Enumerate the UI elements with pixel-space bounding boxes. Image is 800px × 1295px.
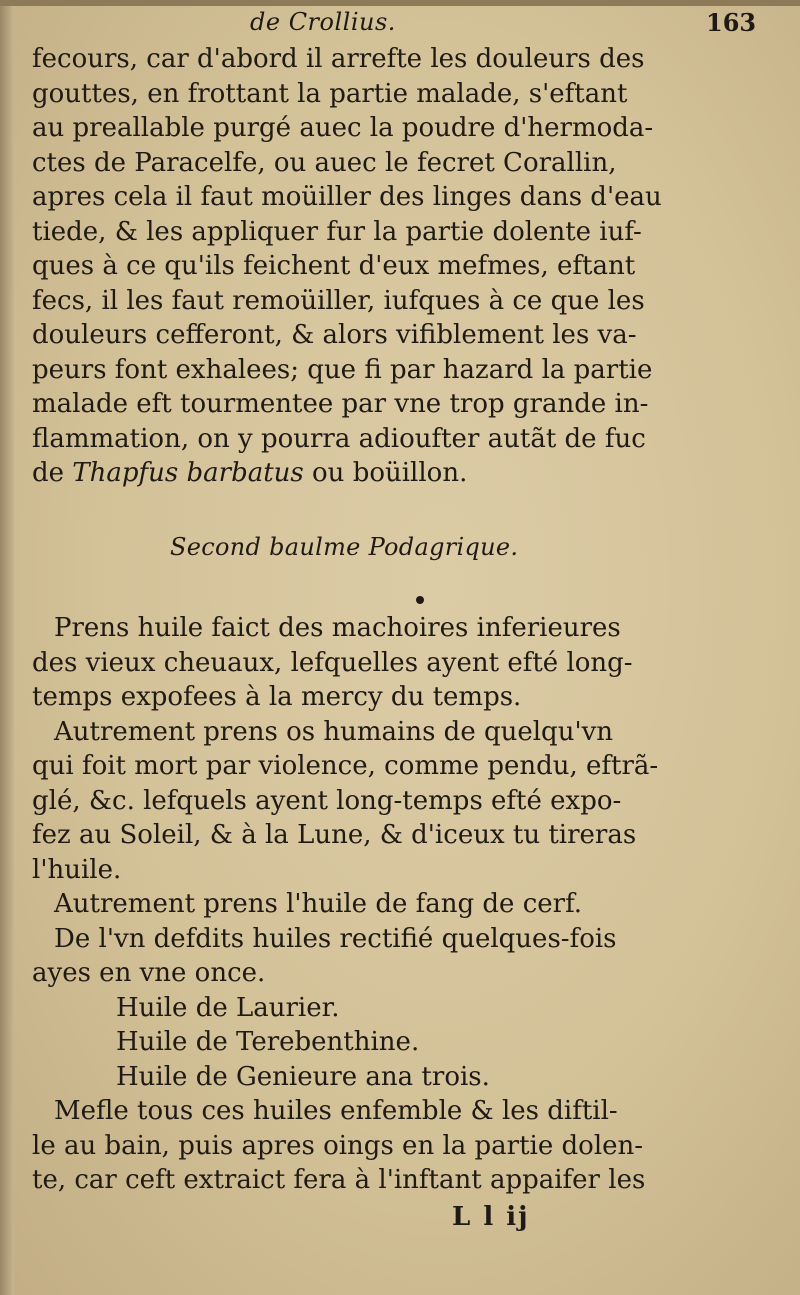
text-suffix: ou boüillon. (303, 458, 468, 488)
text-line: malade eft tourmentee par vne trop grande in- (32, 389, 649, 419)
text-line: Autrement prens os humains de quelqu'vn (54, 716, 614, 747)
ingredient-line: Huile de Genieure ana trois. (116, 1061, 490, 1092)
page-number: 163 (706, 8, 757, 37)
text-line: flammation, on y pourra adioufter autãt de fuc (32, 423, 646, 454)
text-line: De l'vn defdits huiles rectifié quelques-fois (54, 923, 617, 954)
ornament-dot (416, 596, 424, 604)
ingredient-line: Huile de Terebenthine. (116, 1027, 420, 1057)
page-gutter-shadow (0, 0, 14, 1295)
text-line: temps expofees à la mercy du temps. (32, 682, 522, 712)
text-line: douleurs cefferont, & alors vifiblement les va- (32, 320, 637, 350)
text-line: le au bain, puis apres oings en la partie dolen- (32, 1130, 644, 1161)
text-line: fecours, car d'abord il arrefte les douleurs des (32, 44, 645, 74)
text-line: ayes en vne once. (32, 958, 266, 988)
text-prefix: de (32, 458, 73, 488)
running-head: de Crollius. (250, 8, 396, 36)
signature-mark: L l ij (452, 1202, 530, 1232)
text-line: ques à ce qu'ils feichent d'eux mefmes, eftant (32, 251, 636, 281)
text-line: peurs font exhalees; que fi par hazard la partie (32, 354, 653, 385)
text-line: gouttes, en frottant la partie malade, s'eftant (32, 78, 628, 109)
text-line: Autrement prens l'huile de fang de cerf. (54, 889, 583, 919)
text-line: qui foit mort par violence, comme pendu, eftrã- (32, 751, 659, 781)
text-line: Prens huile faict des machoires inferieures (54, 613, 621, 643)
text-line: fez au Soleil, & à la Lune, & d'iceux tu tireras (32, 820, 637, 850)
text-line: ctes de Paracelfe, ou auec le fecret Corallin, (32, 147, 617, 178)
text-line: au preallable purgé auec la poudre d'hermoda- (32, 113, 654, 143)
latin-plant-name: Thapfus barbatus (72, 458, 304, 488)
paragraph-first (32, 42, 662, 491)
text-line: glé, &c. lefquels ayent long-temps efté expo- (32, 785, 622, 816)
text-line: tiede, & les appliquer fur la partie dolente iuf- (32, 216, 642, 247)
text-line: apres cela il faut moüiller des linges dans d'eau (32, 182, 662, 212)
text-line: l'huile. (32, 854, 122, 885)
ingredient-line: Huile de Laurier. (116, 992, 340, 1023)
text-line-last (32, 456, 652, 491)
section-title: Second baulme Podagrique. (170, 533, 519, 561)
text-line: Mefle tous ces huiles enfemble & les diftil- (54, 1096, 618, 1126)
paragraph-recipe (32, 611, 659, 1198)
page-top-edge (0, 0, 800, 6)
text-line: fecs, il les faut remoüiller, iufques à ce que les (32, 285, 645, 316)
text-line: des vieux cheuaux, lefquelles ayent efté long- (32, 647, 633, 678)
text-line: te, car ceft extraict fera à l'inftant appaifer les (32, 1165, 646, 1195)
